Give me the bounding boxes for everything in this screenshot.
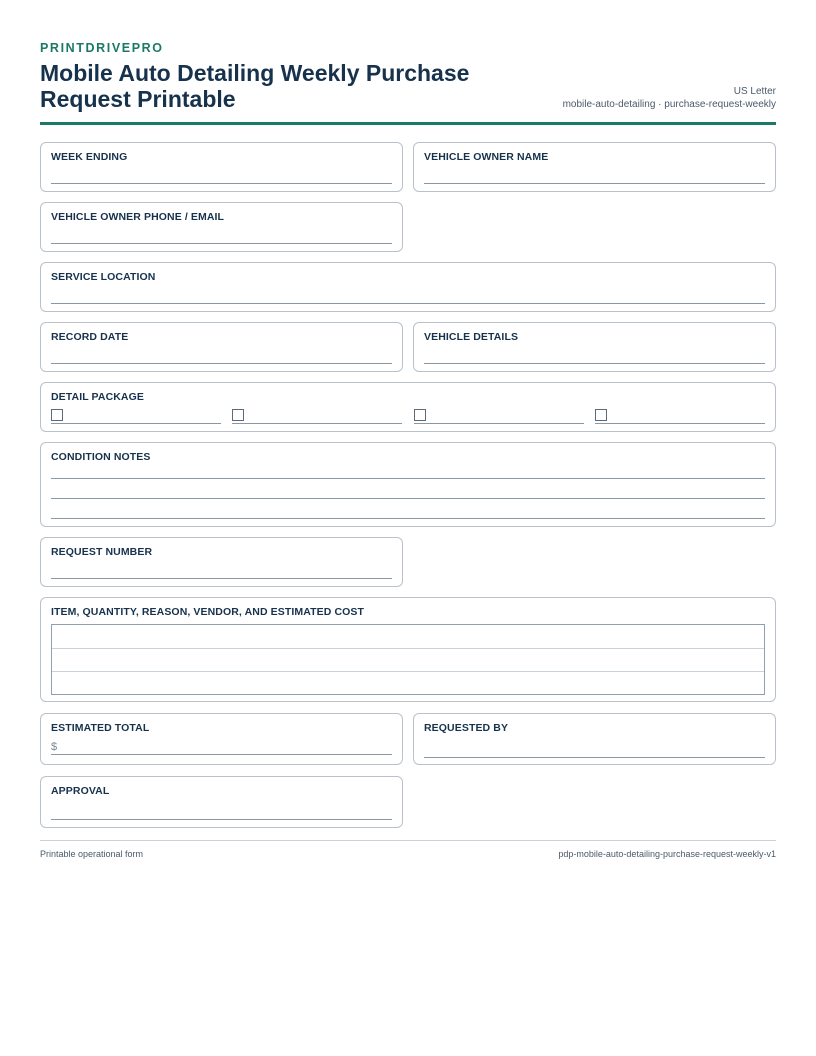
request-number-line[interactable] bbox=[51, 578, 392, 579]
condition-notes-label: CONDITION NOTES bbox=[51, 451, 151, 463]
vehicle-owner-contact-label: VEHICLE OWNER PHONE / EMAIL bbox=[51, 211, 225, 223]
condition-notes-line-2[interactable] bbox=[51, 498, 765, 499]
footer-rule bbox=[40, 840, 776, 841]
form-id: pdp-mobile-auto-detailing-purchase-request-weekly-v1 bbox=[558, 849, 776, 859]
request-number-label: REQUEST NUMBER bbox=[51, 546, 153, 558]
paper-size: US Letter bbox=[733, 86, 776, 97]
detail-package-checkbox-4[interactable] bbox=[595, 409, 607, 421]
approval-label: APPROVAL bbox=[51, 785, 110, 797]
approval-field[interactable] bbox=[40, 776, 403, 828]
detail-package-option-line-3[interactable] bbox=[414, 423, 584, 424]
estimated-total-field[interactable] bbox=[40, 713, 403, 765]
vehicle-owner-contact-line[interactable] bbox=[51, 243, 392, 244]
currency-symbol: $ bbox=[51, 741, 58, 753]
vehicle-owner-name-label: VEHICLE OWNER NAME bbox=[424, 151, 549, 163]
detail-package-option-line-4[interactable] bbox=[595, 423, 765, 424]
requested-by-label: REQUESTED BY bbox=[424, 722, 509, 734]
record-date-line[interactable] bbox=[51, 363, 392, 364]
service-location-line[interactable] bbox=[51, 303, 765, 304]
footer-note: Printable operational form bbox=[40, 849, 144, 859]
vehicle-details-field[interactable] bbox=[413, 322, 776, 372]
week-ending-field[interactable] bbox=[40, 142, 403, 192]
condition-notes-field[interactable] bbox=[40, 442, 776, 527]
vehicle-owner-name-field[interactable] bbox=[413, 142, 776, 192]
vehicle-owner-contact-field[interactable] bbox=[40, 202, 403, 252]
detail-package-label: DETAIL PACKAGE bbox=[51, 391, 144, 403]
document-meta bbox=[563, 85, 776, 111]
week-ending-line[interactable] bbox=[51, 183, 392, 184]
vehicle-details-line[interactable] bbox=[424, 363, 765, 364]
requested-by-field[interactable] bbox=[413, 713, 776, 765]
items-table-field bbox=[40, 597, 776, 702]
items-table-row-divider-2 bbox=[52, 671, 764, 672]
request-number-field[interactable] bbox=[40, 537, 403, 587]
detail-package-option-line-2[interactable] bbox=[232, 423, 402, 424]
header-rule bbox=[40, 122, 776, 125]
estimated-total-line[interactable] bbox=[51, 754, 392, 755]
week-ending-label: WEEK ENDING bbox=[51, 151, 128, 163]
detail-package-checkbox-1[interactable] bbox=[51, 409, 63, 421]
record-date-label: RECORD DATE bbox=[51, 331, 129, 343]
detail-package-checkbox-3[interactable] bbox=[414, 409, 426, 421]
page-title: Mobile Auto Detailing Weekly Purchase Request Printable bbox=[40, 60, 470, 112]
detail-package-field bbox=[40, 382, 776, 432]
items-table bbox=[51, 624, 765, 695]
vehicle-owner-name-line[interactable] bbox=[424, 183, 765, 184]
requested-by-line[interactable] bbox=[424, 757, 765, 758]
detail-package-checkbox-2[interactable] bbox=[232, 409, 244, 421]
vehicle-details-label: VEHICLE DETAILS bbox=[424, 331, 519, 343]
service-location-field[interactable] bbox=[40, 262, 776, 312]
condition-notes-line-3[interactable] bbox=[51, 518, 765, 519]
condition-notes-line-1[interactable] bbox=[51, 478, 765, 479]
approval-line[interactable] bbox=[51, 819, 392, 820]
document-slug: mobile-auto-detailing · purchase-request-weekly bbox=[562, 99, 776, 110]
items-table-label: ITEM, QUANTITY, REASON, VENDOR, AND ESTIMATED COST bbox=[51, 606, 365, 618]
brand-name: PRINTDRIVEPRO bbox=[40, 41, 164, 55]
items-table-row-divider-1 bbox=[52, 648, 764, 649]
record-date-field[interactable] bbox=[40, 322, 403, 372]
detail-package-option-line-1[interactable] bbox=[51, 423, 221, 424]
service-location-label: SERVICE LOCATION bbox=[51, 271, 156, 283]
estimated-total-label: ESTIMATED TOTAL bbox=[51, 722, 150, 734]
